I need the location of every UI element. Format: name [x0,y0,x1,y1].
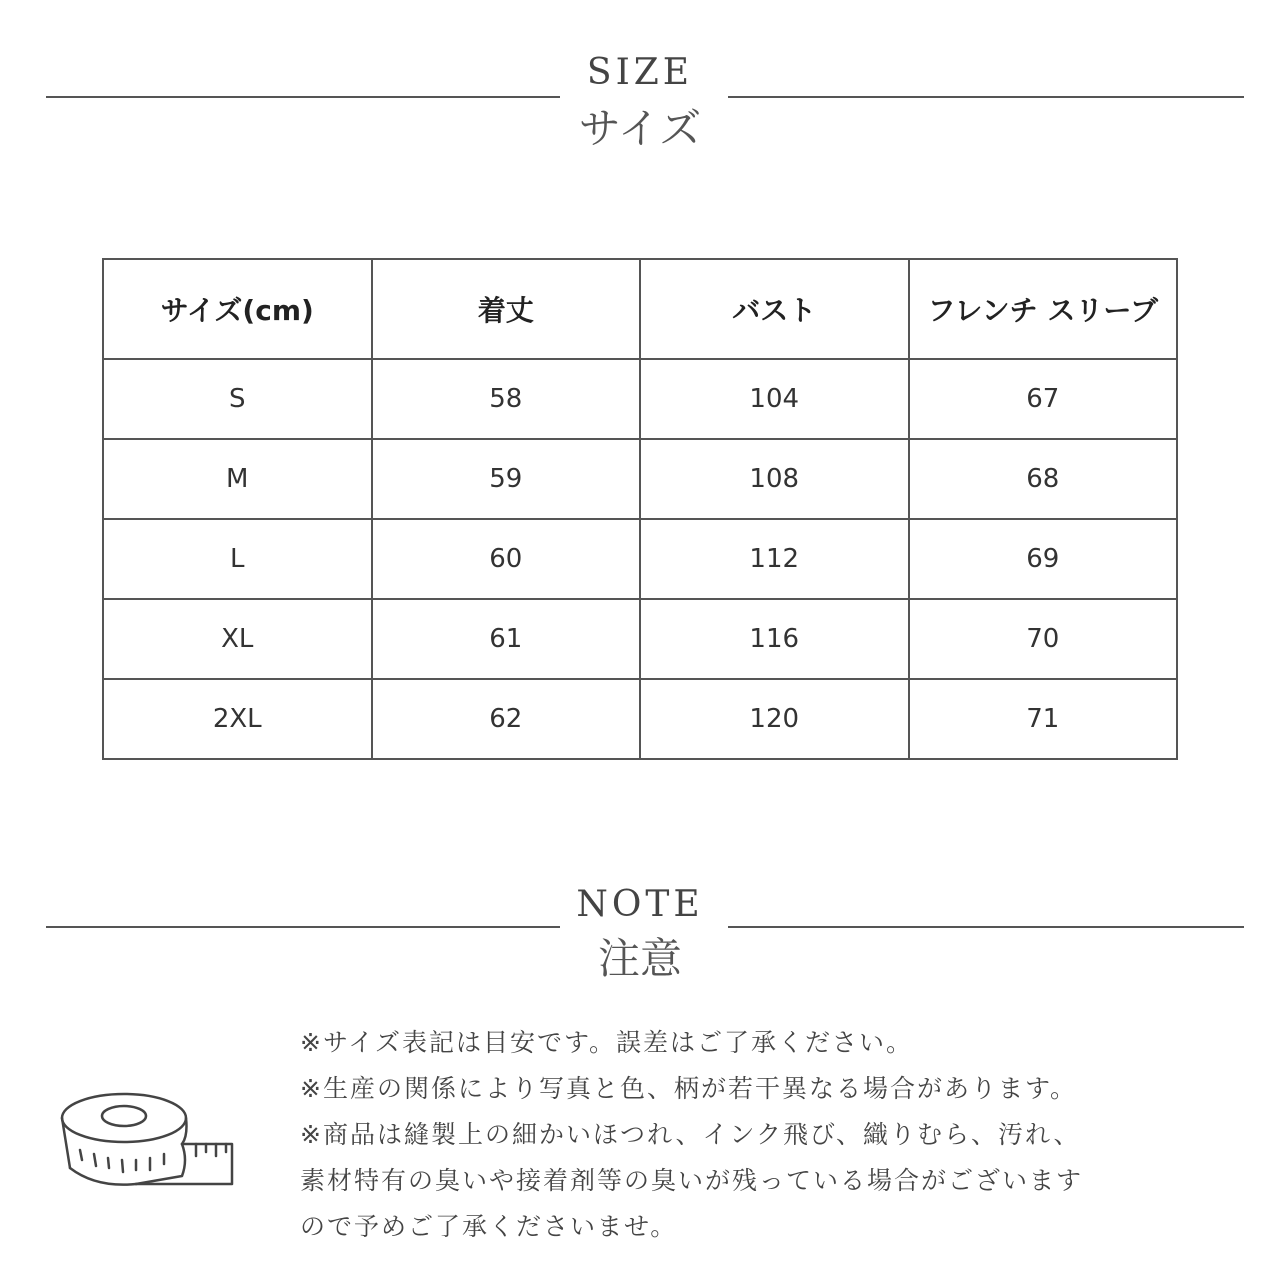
note-title-ja: 注意 [597,934,682,983]
cell-size: L [103,519,372,599]
cell-length: 61 [372,599,641,679]
cell-french-sleeve: 70 [909,599,1178,679]
cell-french-sleeve: 67 [909,359,1178,439]
cell-size: 2XL [103,679,372,759]
size-table [102,258,1178,760]
header-size: サイズ(cm) [103,259,372,359]
note-title-en: NOTE [576,884,704,925]
cell-length: 62 [372,679,641,759]
table-row [103,439,1177,519]
measuring-tape-icon [56,1080,240,1200]
cell-bust: 108 [640,439,909,519]
cell-french-sleeve: 71 [909,679,1178,759]
note-line: ※商品は縫製上の細かいほつれ、インク飛び、織りむら、汚れ、 [300,1120,1081,1149]
header-length: 着丈 [372,259,641,359]
table-row [103,519,1177,599]
table-row [103,359,1177,439]
header-bust: バスト [640,259,909,359]
cell-french-sleeve: 68 [909,439,1178,519]
cell-bust: 120 [640,679,909,759]
cell-french-sleeve: 69 [909,519,1178,599]
cell-length: 59 [372,439,641,519]
table-row [103,599,1177,679]
note-line: 素材特有の臭いや接着剤等の臭いが残っている場合がございます [300,1166,1084,1195]
cell-bust: 104 [640,359,909,439]
table-row [103,679,1177,759]
cell-size: XL [103,599,372,679]
note-line: ※生産の関係により写真と色、柄が若干異なる場合があります。 [300,1074,1077,1103]
size-title-en: SIZE [586,52,694,93]
size-title-ja: サイズ [578,104,702,153]
note-line: ※サイズ表記は目安です。誤差はご了承ください。 [300,1028,913,1057]
cell-bust: 116 [640,599,909,679]
header-french-sleeve: フレンチ スリーブ [909,259,1178,359]
cell-size: M [103,439,372,519]
cell-length: 58 [372,359,641,439]
cell-size: S [103,359,372,439]
cell-length: 60 [372,519,641,599]
note-line: ので予めご了承くださいませ。 [300,1212,678,1241]
cell-bust: 112 [640,519,909,599]
note-list [300,1020,1260,1250]
table-header-row [103,259,1177,359]
